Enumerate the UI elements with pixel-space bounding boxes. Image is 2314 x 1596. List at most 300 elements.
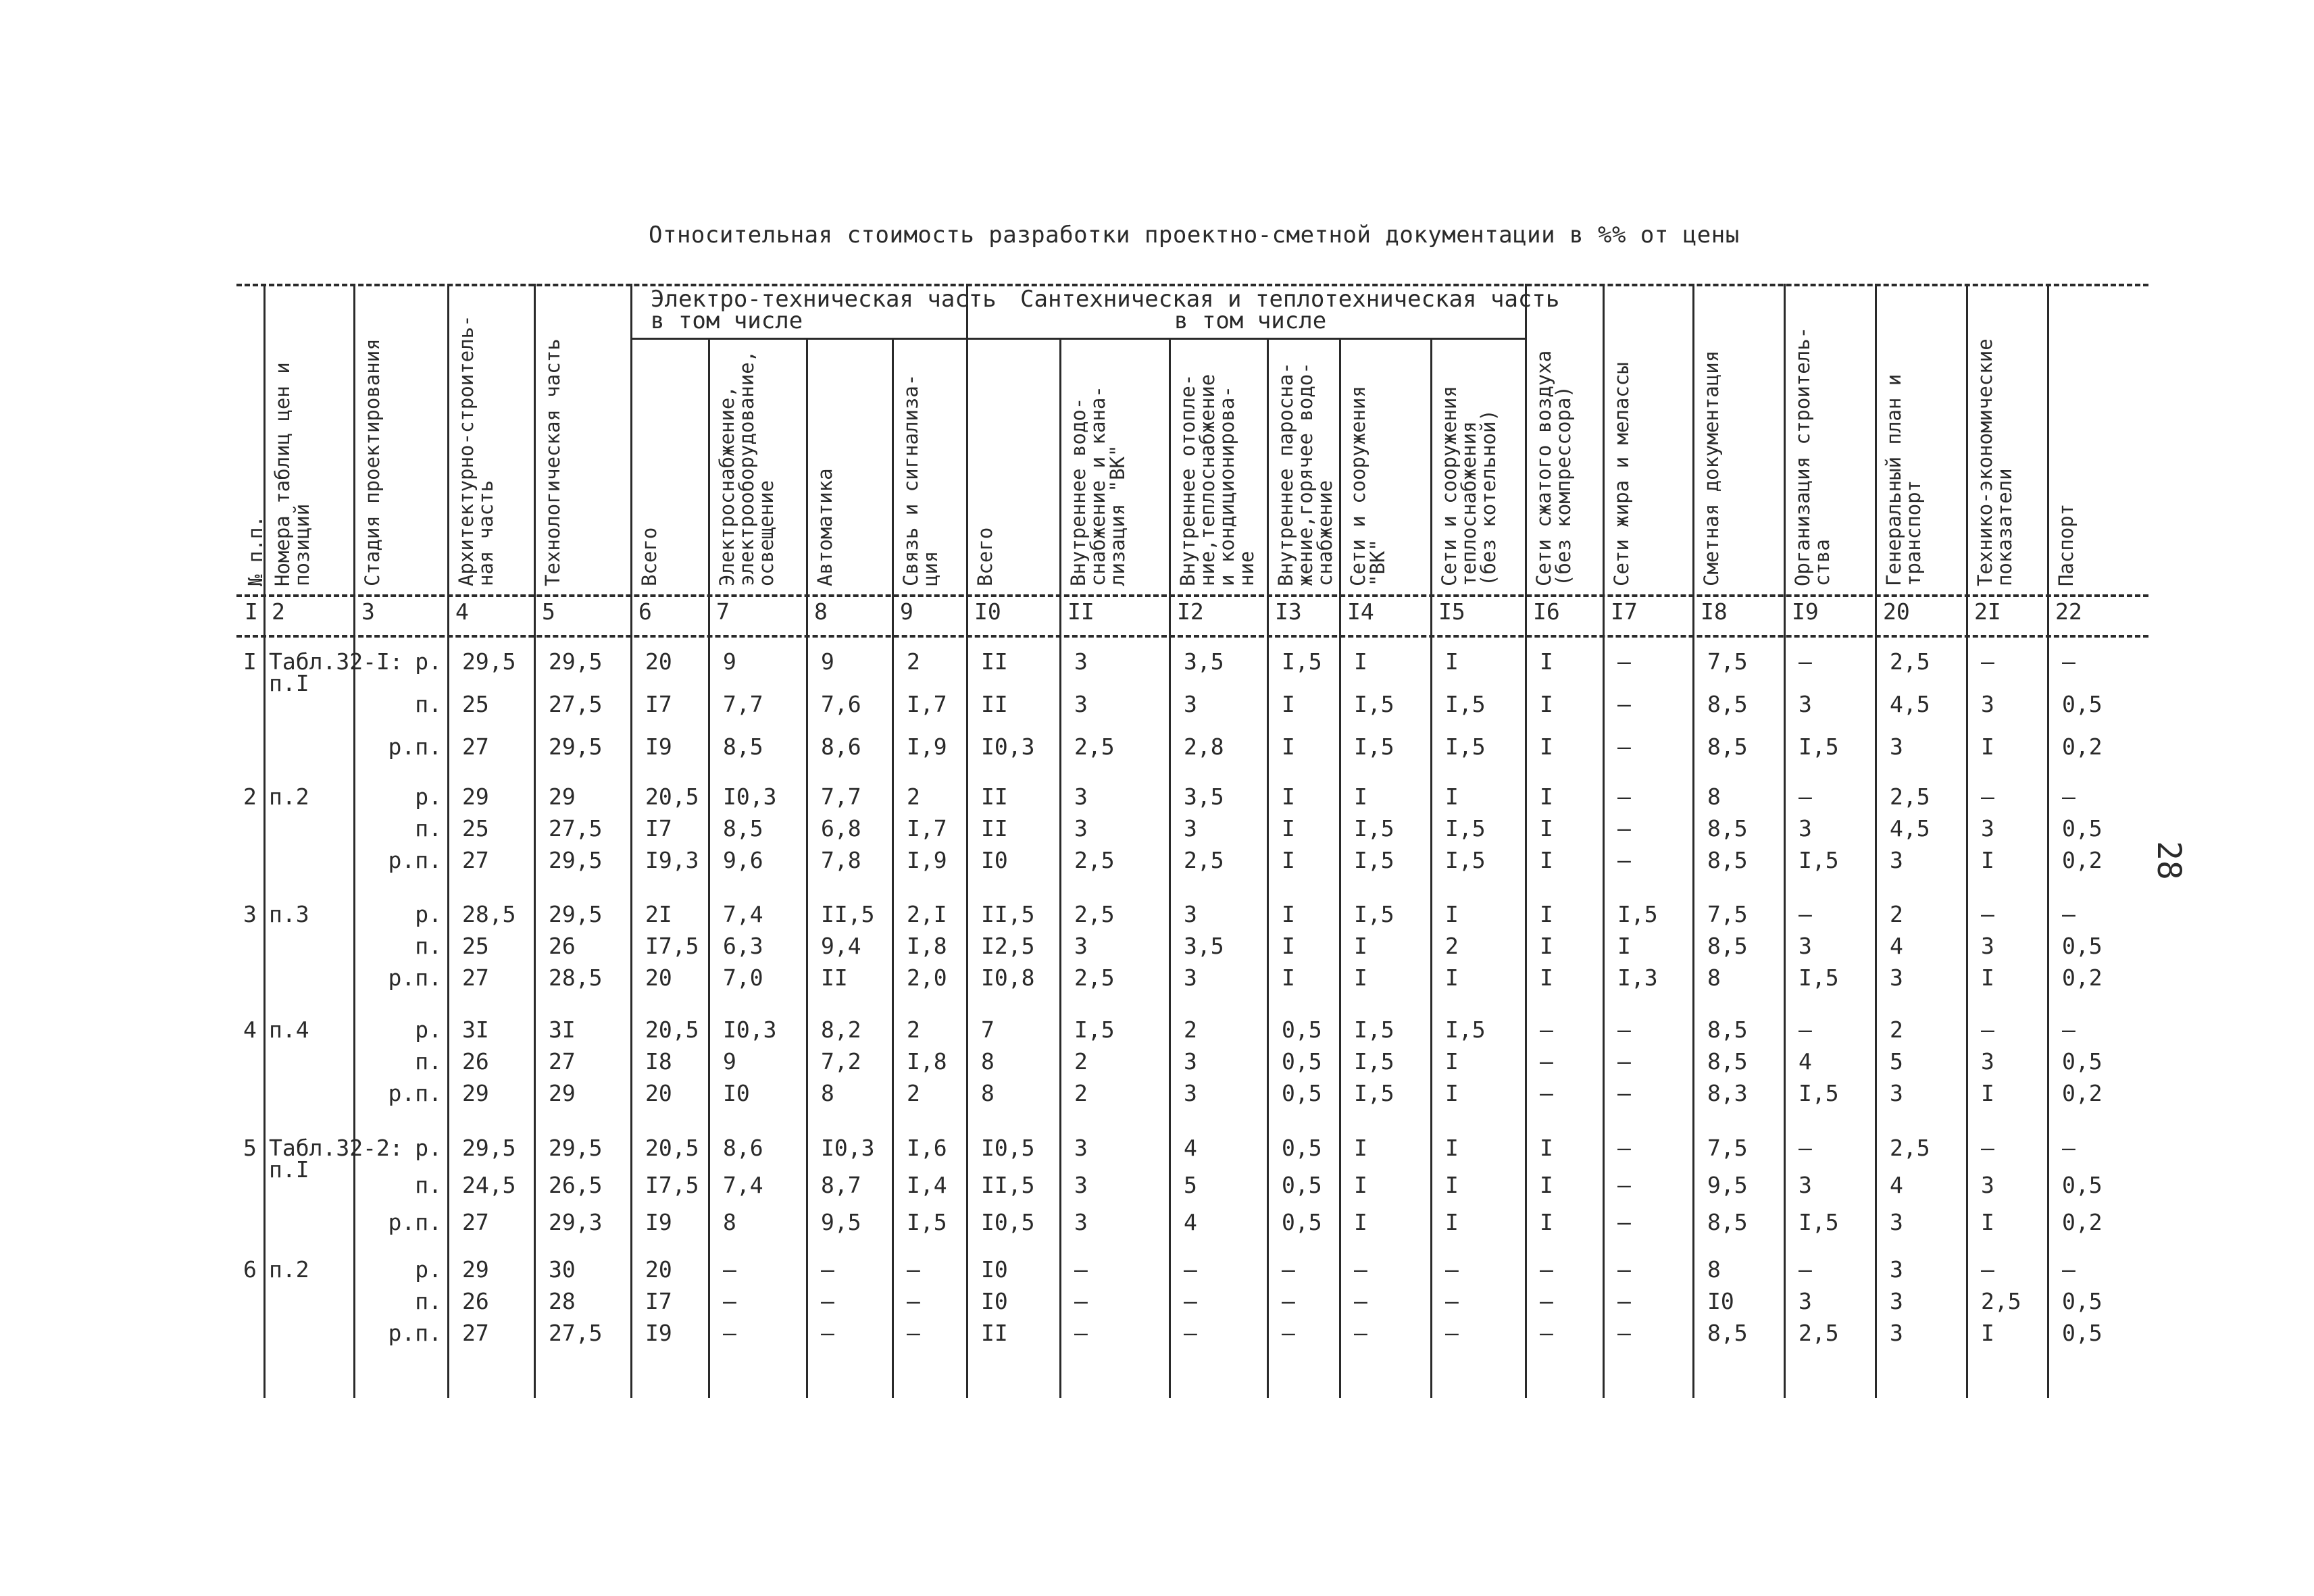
stage-cell: р. bbox=[415, 901, 442, 927]
value-cell: I bbox=[1540, 1172, 1553, 1198]
value-cell: 7,2 bbox=[821, 1048, 861, 1075]
value-cell: I,5 bbox=[1799, 1080, 1839, 1106]
value-cell: 3 bbox=[1074, 783, 1088, 810]
stage-cell: п. bbox=[415, 1172, 442, 1198]
value-cell: – bbox=[1617, 1080, 1631, 1106]
column-number: I6 bbox=[1533, 598, 1560, 625]
column-divider bbox=[353, 284, 355, 1398]
value-cell: 27,5 bbox=[549, 1320, 603, 1346]
value-cell: I bbox=[1445, 1135, 1459, 1161]
value-cell: 7,7 bbox=[821, 783, 861, 810]
value-cell: I,5 bbox=[1354, 1080, 1394, 1106]
value-cell: 29 bbox=[462, 783, 489, 810]
column-divider bbox=[630, 284, 632, 1398]
value-cell: 26 bbox=[462, 1288, 489, 1314]
value-cell: – bbox=[1981, 648, 1994, 675]
value-cell: 29,5 bbox=[462, 1135, 516, 1161]
value-cell: – bbox=[1074, 1256, 1088, 1283]
value-cell: 8,6 bbox=[821, 733, 861, 760]
value-cell: 3 bbox=[1184, 964, 1197, 991]
value-cell: 3 bbox=[1981, 1048, 1994, 1075]
value-cell: I bbox=[1981, 847, 1994, 873]
value-cell: 28,5 bbox=[462, 901, 516, 927]
value-cell: 29 bbox=[462, 1256, 489, 1283]
value-cell: – bbox=[1184, 1256, 1197, 1283]
value-cell: I,5 bbox=[907, 1209, 947, 1235]
value-cell: 3 bbox=[1799, 1172, 1812, 1198]
value-cell: 7,8 bbox=[821, 847, 861, 873]
value-cell: – bbox=[1617, 1048, 1631, 1075]
value-cell: 3 bbox=[1074, 648, 1088, 675]
column-number: 22 bbox=[2055, 598, 2082, 625]
value-cell: 2,8 bbox=[1184, 733, 1224, 760]
column-number: I9 bbox=[1792, 598, 1819, 625]
stage-cell: р.п. bbox=[388, 1209, 442, 1235]
value-cell: – bbox=[1617, 691, 1631, 717]
value-cell: 8,2 bbox=[821, 1016, 861, 1043]
value-cell: – bbox=[1617, 1135, 1631, 1161]
value-cell: – bbox=[1540, 1288, 1553, 1314]
value-cell: I bbox=[1981, 1080, 1994, 1106]
column-number: I0 bbox=[974, 598, 1001, 625]
value-cell: 27 bbox=[462, 964, 489, 991]
value-cell: – bbox=[2062, 783, 2076, 810]
price-table-ref: п.3 bbox=[269, 901, 309, 927]
value-cell: I bbox=[1282, 933, 1295, 959]
value-cell: – bbox=[1799, 1256, 1812, 1283]
column-header: Организация строитель- ства bbox=[1791, 326, 1834, 586]
value-cell: I8 bbox=[645, 1048, 672, 1075]
value-cell: 0,5 bbox=[1282, 1209, 1322, 1235]
stage-cell: р. bbox=[415, 1135, 442, 1161]
value-cell: 8,5 bbox=[1707, 1048, 1748, 1075]
value-cell: 8 bbox=[723, 1209, 736, 1235]
column-header: Сети и сооружения "ВК" bbox=[1347, 386, 1389, 586]
value-cell: I bbox=[1445, 648, 1459, 675]
value-cell: 3I bbox=[549, 1016, 576, 1043]
value-cell: – bbox=[1617, 847, 1631, 873]
value-cell: 6,3 bbox=[723, 933, 763, 959]
column-header: Сети и сооружения теплоснабжения (без котельной) bbox=[1438, 386, 1500, 586]
value-cell: 7,4 bbox=[723, 901, 763, 927]
value-cell: 3 bbox=[1981, 933, 1994, 959]
value-cell: 8 bbox=[821, 1080, 834, 1106]
column-header: Сети жира и мелассы bbox=[1610, 362, 1633, 586]
value-cell: I9,3 bbox=[645, 847, 699, 873]
value-cell: II bbox=[981, 783, 1008, 810]
value-cell: 8,5 bbox=[723, 733, 763, 760]
value-cell: 3 bbox=[1890, 964, 1903, 991]
value-cell: 29 bbox=[549, 1080, 576, 1106]
column-header: № п.п. bbox=[244, 515, 267, 586]
value-cell: – bbox=[1799, 648, 1812, 675]
value-cell: 0,5 bbox=[2062, 1288, 2103, 1314]
value-cell: I,7 bbox=[907, 691, 947, 717]
value-cell: – bbox=[1799, 783, 1812, 810]
column-divider bbox=[966, 284, 968, 1398]
value-cell: I,5 bbox=[1445, 691, 1486, 717]
value-cell: I bbox=[1540, 901, 1553, 927]
column-divider bbox=[708, 338, 710, 1398]
value-cell: 4 bbox=[1890, 1172, 1903, 1198]
value-cell: 25 bbox=[462, 815, 489, 842]
value-cell: 9,5 bbox=[1707, 1172, 1748, 1198]
value-cell: I,8 bbox=[907, 1048, 947, 1075]
value-cell: I,5 bbox=[1445, 733, 1486, 760]
value-cell: 7,5 bbox=[1707, 901, 1748, 927]
value-cell: 2 bbox=[907, 1016, 920, 1043]
value-cell: – bbox=[1981, 783, 1994, 810]
column-header: Технологическая часть bbox=[541, 338, 564, 586]
value-cell: – bbox=[1617, 1209, 1631, 1235]
value-cell: – bbox=[2062, 1256, 2076, 1283]
price-table-position: п.I bbox=[269, 1156, 309, 1183]
column-number: 5 bbox=[542, 598, 555, 625]
value-cell: 0,5 bbox=[1282, 1080, 1322, 1106]
value-cell: I bbox=[1540, 691, 1553, 717]
value-cell: 4 bbox=[1890, 933, 1903, 959]
value-cell: – bbox=[1282, 1288, 1295, 1314]
value-cell: – bbox=[1354, 1256, 1367, 1283]
value-cell: 25 bbox=[462, 933, 489, 959]
value-cell: 2,5 bbox=[1074, 901, 1115, 927]
value-cell: 28,5 bbox=[549, 964, 603, 991]
stage-cell: р.п. bbox=[388, 1320, 442, 1346]
value-cell: I,5 bbox=[1354, 691, 1394, 717]
value-cell: II bbox=[981, 648, 1008, 675]
value-cell: I,5 bbox=[1282, 648, 1322, 675]
value-cell: I,5 bbox=[1354, 1016, 1394, 1043]
value-cell: 3,5 bbox=[1184, 783, 1224, 810]
value-cell: 3 bbox=[1890, 1320, 1903, 1346]
value-cell: 29,5 bbox=[549, 733, 603, 760]
value-cell: I bbox=[1540, 964, 1553, 991]
value-cell: II bbox=[821, 964, 848, 991]
value-cell: 3 bbox=[1981, 691, 1994, 717]
value-cell: 2 bbox=[907, 648, 920, 675]
value-cell: 8 bbox=[1707, 783, 1721, 810]
value-cell: 20 bbox=[645, 1256, 672, 1283]
value-cell: 0,5 bbox=[2062, 1048, 2103, 1075]
value-cell: I,5 bbox=[1445, 815, 1486, 842]
value-cell: 8,5 bbox=[1707, 933, 1748, 959]
column-number-rule bbox=[236, 635, 2148, 638]
price-table-ref: Табл.32-I: bbox=[269, 648, 403, 675]
value-cell: I bbox=[1981, 964, 1994, 991]
value-cell: I,6 bbox=[907, 1135, 947, 1161]
value-cell: I7 bbox=[645, 691, 672, 717]
row-number: 6 bbox=[243, 1256, 257, 1283]
value-cell: 9 bbox=[723, 1048, 736, 1075]
value-cell: 7,5 bbox=[1707, 1135, 1748, 1161]
value-cell: 0,2 bbox=[2062, 1080, 2103, 1106]
value-cell: I7,5 bbox=[645, 1172, 699, 1198]
value-cell: 3 bbox=[1074, 1209, 1088, 1235]
value-cell: 29,5 bbox=[462, 648, 516, 675]
column-divider bbox=[1525, 284, 1527, 1398]
value-cell: 0,5 bbox=[2062, 933, 2103, 959]
value-cell: – bbox=[821, 1320, 834, 1346]
column-header: Электроснабжение, электрооборудование, освещение bbox=[715, 350, 778, 586]
value-cell: 3 bbox=[1074, 691, 1088, 717]
value-cell: 2,0 bbox=[907, 964, 947, 991]
value-cell: 0,5 bbox=[2062, 1320, 2103, 1346]
column-divider bbox=[1603, 284, 1605, 1398]
price-table-position: п.I bbox=[269, 670, 309, 696]
santeh-group-rule bbox=[966, 338, 1525, 340]
value-cell: I bbox=[1540, 1135, 1553, 1161]
column-number: 7 bbox=[716, 598, 730, 625]
value-cell: 3 bbox=[1074, 815, 1088, 842]
value-cell: 0,5 bbox=[1282, 1016, 1322, 1043]
value-cell: I bbox=[1354, 1209, 1367, 1235]
value-cell: 3 bbox=[1890, 1209, 1903, 1235]
value-cell: 0,2 bbox=[2062, 964, 2103, 991]
value-cell: 3 bbox=[1184, 901, 1197, 927]
column-number: 2I bbox=[1974, 598, 2001, 625]
value-cell: 3 bbox=[1184, 691, 1197, 717]
value-cell: I,5 bbox=[1445, 847, 1486, 873]
value-cell: 5 bbox=[1890, 1048, 1903, 1075]
value-cell: 28 bbox=[549, 1288, 576, 1314]
stage-cell: р. bbox=[415, 783, 442, 810]
value-cell: – bbox=[1981, 1256, 1994, 1283]
value-cell: – bbox=[1445, 1256, 1459, 1283]
value-cell: – bbox=[1981, 901, 1994, 927]
value-cell: – bbox=[2062, 1135, 2076, 1161]
value-cell: 9 bbox=[821, 648, 834, 675]
column-header: Автоматика bbox=[813, 468, 836, 586]
value-cell: – bbox=[1540, 1016, 1553, 1043]
column-divider bbox=[263, 284, 266, 1398]
value-cell: 29 bbox=[549, 783, 576, 810]
column-number: I3 bbox=[1275, 598, 1302, 625]
value-cell: 2,5 bbox=[1890, 783, 1930, 810]
value-cell: 8,5 bbox=[1707, 1209, 1748, 1235]
value-cell: 2 bbox=[1445, 933, 1459, 959]
value-cell: I,5 bbox=[1617, 901, 1658, 927]
value-cell: 0,5 bbox=[2062, 691, 2103, 717]
value-cell: I0 bbox=[723, 1080, 750, 1106]
column-divider bbox=[1966, 284, 1968, 1398]
value-cell: I,5 bbox=[1799, 733, 1839, 760]
value-cell: 20,5 bbox=[645, 1135, 699, 1161]
value-cell: – bbox=[1617, 648, 1631, 675]
value-cell: I,5 bbox=[1354, 901, 1394, 927]
value-cell: 27 bbox=[462, 1320, 489, 1346]
value-cell: 8,7 bbox=[821, 1172, 861, 1198]
value-cell: I bbox=[1282, 783, 1295, 810]
column-header: Стадия проектирования bbox=[361, 338, 384, 586]
value-cell: I bbox=[1282, 733, 1295, 760]
value-cell: 4,5 bbox=[1890, 815, 1930, 842]
value-cell: I bbox=[1282, 691, 1295, 717]
value-cell: II bbox=[981, 691, 1008, 717]
value-cell: I,5 bbox=[1445, 1016, 1486, 1043]
column-header: Номера таблиц цен и позиций bbox=[271, 362, 313, 586]
value-cell: I0,3 bbox=[723, 1016, 777, 1043]
value-cell: II bbox=[981, 1320, 1008, 1346]
value-cell: II,5 bbox=[981, 1172, 1035, 1198]
value-cell: I bbox=[1282, 847, 1295, 873]
value-cell: I bbox=[1354, 1172, 1367, 1198]
value-cell: 3 bbox=[1799, 933, 1812, 959]
value-cell: 27 bbox=[549, 1048, 576, 1075]
value-cell: 5 bbox=[1184, 1172, 1197, 1198]
row-number: 5 bbox=[243, 1135, 257, 1161]
row-number: I bbox=[243, 648, 257, 675]
value-cell: 0,2 bbox=[2062, 1209, 2103, 1235]
value-cell: 9,4 bbox=[821, 933, 861, 959]
page-title: Относительная стоимость разработки проектно-сметной документации в %% от цены bbox=[649, 222, 1740, 249]
value-cell: I bbox=[1354, 964, 1367, 991]
stage-cell: р. bbox=[415, 648, 442, 675]
value-cell: I9 bbox=[645, 1209, 672, 1235]
value-cell: 8,5 bbox=[723, 815, 763, 842]
row-number: 3 bbox=[243, 901, 257, 927]
value-cell: 3 bbox=[1184, 815, 1197, 842]
value-cell: I bbox=[1445, 1172, 1459, 1198]
value-cell: 29,5 bbox=[549, 648, 603, 675]
value-cell: 2,5 bbox=[1890, 1135, 1930, 1161]
value-cell: 0,5 bbox=[1282, 1048, 1322, 1075]
column-divider bbox=[2047, 284, 2049, 1398]
electro-group-header: Электро-техническая часть bbox=[651, 286, 997, 313]
column-number: I bbox=[245, 598, 258, 625]
value-cell: 4 bbox=[1184, 1135, 1197, 1161]
column-header: Технико-экономические показатели bbox=[1973, 338, 2016, 586]
value-cell: – bbox=[1540, 1048, 1553, 1075]
column-header: Связь и сигнализа- ция bbox=[899, 374, 942, 586]
stage-cell: р.п. bbox=[388, 847, 442, 873]
value-cell: – bbox=[1617, 815, 1631, 842]
header-bottom-rule bbox=[236, 594, 2148, 597]
value-cell: 7,7 bbox=[723, 691, 763, 717]
value-cell: 3 bbox=[1981, 1172, 1994, 1198]
value-cell: 29 bbox=[462, 1080, 489, 1106]
value-cell: – bbox=[907, 1256, 920, 1283]
value-cell: 4 bbox=[1799, 1048, 1812, 1075]
value-cell: I,5 bbox=[1354, 733, 1394, 760]
column-divider bbox=[1339, 338, 1341, 1398]
column-divider bbox=[447, 284, 449, 1398]
value-cell: I,5 bbox=[1354, 847, 1394, 873]
value-cell: I bbox=[1540, 733, 1553, 760]
value-cell: 2 bbox=[907, 1080, 920, 1106]
value-cell: 2,5 bbox=[1890, 648, 1930, 675]
value-cell: – bbox=[1074, 1320, 1088, 1346]
value-cell: 3 bbox=[1074, 1135, 1088, 1161]
value-cell: I,7 bbox=[907, 815, 947, 842]
column-number: 2 bbox=[272, 598, 285, 625]
value-cell: – bbox=[1799, 901, 1812, 927]
column-header: Генеральный план и транспорт bbox=[1882, 374, 1925, 586]
value-cell: II,5 bbox=[981, 901, 1035, 927]
stage-cell: р. bbox=[415, 1016, 442, 1043]
value-cell: I,5 bbox=[1799, 1209, 1839, 1235]
column-header: Архитектурно-строитель- ная часть bbox=[455, 315, 497, 586]
value-cell: I,5 bbox=[1354, 815, 1394, 842]
value-cell: 3,5 bbox=[1184, 933, 1224, 959]
value-cell: I0,5 bbox=[981, 1209, 1035, 1235]
value-cell: 4 bbox=[1184, 1209, 1197, 1235]
column-divider bbox=[534, 284, 536, 1398]
value-cell: – bbox=[1617, 1016, 1631, 1043]
value-cell: 2 bbox=[1074, 1080, 1088, 1106]
value-cell: 7,6 bbox=[821, 691, 861, 717]
value-cell: 2,5 bbox=[1184, 847, 1224, 873]
value-cell: I bbox=[1540, 783, 1553, 810]
value-cell: – bbox=[1617, 1172, 1631, 1198]
value-cell: 8 bbox=[1707, 1256, 1721, 1283]
column-header: Внутреннее водо- снабжение и кана- лизация "ВК" bbox=[1067, 386, 1129, 586]
value-cell: 8,5 bbox=[1707, 1320, 1748, 1346]
value-cell: 0,2 bbox=[2062, 733, 2103, 760]
column-header: Сметная документация bbox=[1700, 350, 1723, 586]
value-cell: 3 bbox=[1890, 1288, 1903, 1314]
value-cell: 25 bbox=[462, 691, 489, 717]
value-cell: 3,5 bbox=[1184, 648, 1224, 675]
value-cell: 8,5 bbox=[1707, 847, 1748, 873]
value-cell: II,5 bbox=[821, 901, 875, 927]
price-table-ref: Табл.32-2: bbox=[269, 1135, 403, 1161]
value-cell: I bbox=[1445, 1048, 1459, 1075]
value-cell: 8,5 bbox=[1707, 691, 1748, 717]
value-cell: 2 bbox=[1184, 1016, 1197, 1043]
value-cell: 9,5 bbox=[821, 1209, 861, 1235]
value-cell: I bbox=[1981, 1320, 1994, 1346]
column-divider bbox=[1692, 284, 1694, 1398]
row-number: 2 bbox=[243, 783, 257, 810]
value-cell: I0,3 bbox=[821, 1135, 875, 1161]
value-cell: – bbox=[1617, 1288, 1631, 1314]
value-cell: 4,5 bbox=[1890, 691, 1930, 717]
column-number: I4 bbox=[1347, 598, 1374, 625]
value-cell: 8 bbox=[1707, 964, 1721, 991]
value-cell: 20,5 bbox=[645, 1016, 699, 1043]
page-number: 28 bbox=[2150, 841, 2188, 880]
value-cell: 8,6 bbox=[723, 1135, 763, 1161]
santeh-group-header: Сантехническая и теплотехническая часть bbox=[1020, 286, 1560, 313]
value-cell: I0,3 bbox=[981, 733, 1035, 760]
value-cell: I7 bbox=[645, 815, 672, 842]
value-cell: I,8 bbox=[907, 933, 947, 959]
value-cell: I bbox=[1981, 733, 1994, 760]
column-header: Паспорт bbox=[2055, 503, 2078, 586]
value-cell: – bbox=[1540, 1256, 1553, 1283]
value-cell: 24,5 bbox=[462, 1172, 516, 1198]
value-cell: 3 bbox=[1890, 1080, 1903, 1106]
column-header: Всего bbox=[638, 527, 661, 586]
value-cell: – bbox=[907, 1320, 920, 1346]
value-cell: – bbox=[1799, 1135, 1812, 1161]
price-table-ref: п.2 bbox=[269, 783, 309, 810]
value-cell: 0,5 bbox=[2062, 815, 2103, 842]
value-cell: – bbox=[1184, 1288, 1197, 1314]
value-cell: I bbox=[1540, 815, 1553, 842]
value-cell: 3 bbox=[1890, 733, 1903, 760]
column-number: I7 bbox=[1611, 598, 1638, 625]
value-cell: I bbox=[1540, 648, 1553, 675]
value-cell: I bbox=[1354, 648, 1367, 675]
value-cell: – bbox=[1184, 1320, 1197, 1346]
value-cell: 27 bbox=[462, 733, 489, 760]
column-number: 6 bbox=[638, 598, 652, 625]
value-cell: 8,5 bbox=[1707, 733, 1748, 760]
column-number: 9 bbox=[900, 598, 913, 625]
value-cell: 26 bbox=[549, 933, 576, 959]
value-cell: 3 bbox=[1981, 815, 1994, 842]
